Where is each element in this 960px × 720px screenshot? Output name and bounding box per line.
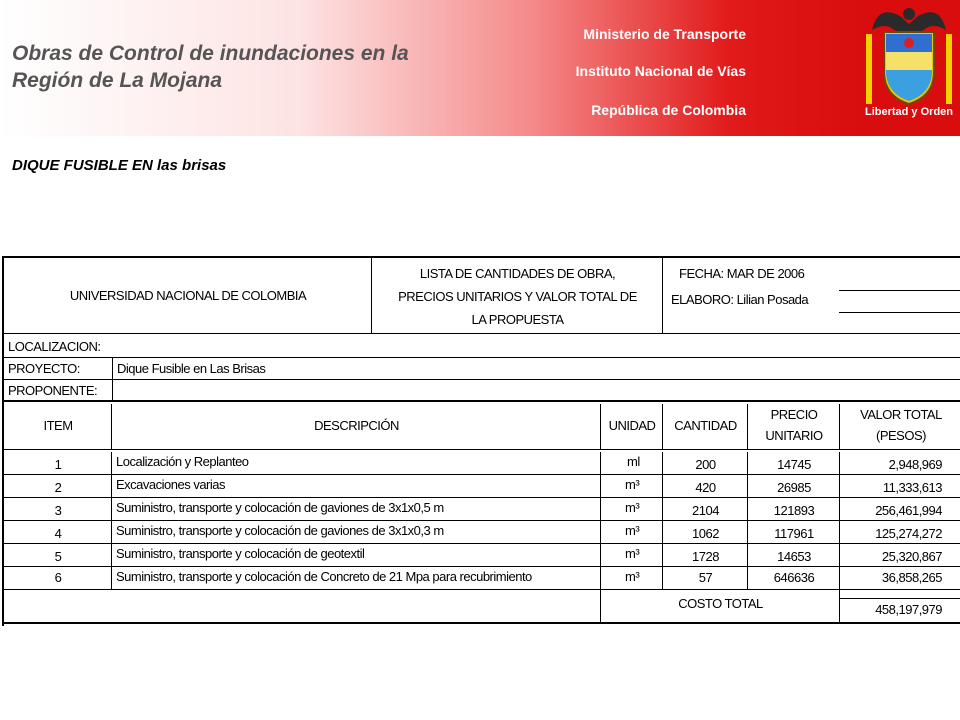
table-row-item (4, 544, 112, 567)
list-title-line-3: LA PROPUESTA (471, 312, 564, 327)
row-valor: 36,858,265 (881, 570, 942, 585)
header-banner (0, 0, 858, 136)
table-row-cantidad (663, 475, 748, 498)
row-unidad: m³ (625, 546, 640, 561)
col-precio (748, 404, 840, 450)
list-title-line-2: PRECIOS UNITARIOS Y VALOR TOTAL DE (398, 289, 637, 304)
total-blank-cell (4, 590, 601, 624)
table-row-descripcion (112, 544, 601, 567)
table-row-valor (840, 452, 960, 475)
row-item: 6 (54, 570, 62, 585)
proponente-label: PROPONENTE: (8, 383, 98, 398)
proyecto-divider (112, 358, 113, 380)
row-precio: 26985 (777, 480, 811, 495)
table-row-precio (748, 475, 840, 498)
title-line-1: Obras de Control de inundaciones en la (12, 42, 409, 65)
table-row-item (4, 498, 112, 521)
table-row-item (4, 475, 112, 498)
col-cantidad-label: CANTIDAD (674, 418, 737, 433)
table-row-precio (748, 498, 840, 521)
row-item: 4 (54, 526, 62, 541)
crest-motto: Libertad y Orden (864, 106, 954, 118)
row-descripcion: Suministro, transporte y colocación de geotextil (116, 546, 365, 561)
table-row-descripcion (112, 498, 601, 521)
date-cell (663, 258, 960, 334)
row-item: 5 (54, 549, 62, 564)
row-cantidad: 420 (695, 480, 716, 495)
row-unidad: m³ (625, 500, 640, 515)
table-row-cantidad (663, 544, 748, 567)
table-row-descripcion (112, 567, 601, 590)
proponente-divider (112, 380, 113, 402)
total-label-cell (601, 590, 840, 624)
row-precio: 14745 (777, 457, 811, 472)
col-cantidad (663, 404, 748, 450)
crest-panel (858, 0, 960, 136)
col-valor (840, 404, 960, 450)
col-valor-line-2: (PESOS) (876, 428, 926, 443)
table-row-item (4, 452, 112, 475)
row-valor: 25,320,867 (881, 549, 942, 564)
row-descripcion: Localización y Replanteo (116, 454, 249, 469)
proyecto-label: PROYECTO: (8, 361, 80, 376)
table-row-precio (748, 544, 840, 567)
title-line-2: Región de La Mojana (12, 69, 223, 92)
university-label: UNIVERSIDAD NACIONAL DE COLOMBIA (69, 288, 307, 303)
col-precio-line-2: UNITARIO (765, 428, 823, 443)
col-descripcion-label: DESCRIPCIÓN (314, 418, 399, 433)
row-unidad: m³ (625, 523, 640, 538)
table-row-unidad (601, 498, 663, 521)
table-row-valor (840, 521, 960, 544)
row-item: 3 (54, 503, 62, 518)
total-value: 458,197,979 (875, 602, 942, 617)
row-descripcion: Suministro, transporte y colocación de Concreto de 21 Mpa para recubrimiento (116, 569, 532, 584)
table-row-unidad (601, 567, 663, 590)
row-valor: 125,274,272 (875, 526, 942, 541)
row-item: 2 (54, 480, 62, 495)
table-row-unidad (601, 544, 663, 567)
fecha-label: FECHA: MAR DE 2006 (679, 266, 805, 281)
date-line-2 (839, 312, 960, 313)
total-label: COSTO TOTAL (678, 596, 763, 611)
republic-label: República de Colombia (591, 102, 746, 118)
total-top-line (840, 598, 960, 599)
row-descripcion: Suministro, transporte y colocación de gaviones de 3x1x0,3 m (116, 523, 444, 538)
col-unidad-label: UNIDAD (608, 418, 656, 433)
total-value-cell (840, 590, 960, 624)
table-row-item (4, 521, 112, 544)
table-row-descripcion (112, 475, 601, 498)
row-descripcion: Excavaciones varias (116, 477, 225, 492)
col-precio-line-1: PRECIO (770, 407, 818, 422)
section-subtitle: DIQUE FUSIBLE EN las brisas (12, 157, 227, 174)
row-precio: 14653 (777, 549, 811, 564)
row-precio: 121893 (773, 503, 815, 518)
col-unidad (601, 404, 663, 450)
localizacion-label: LOCALIZACION: (8, 339, 101, 354)
localizacion-row (4, 336, 960, 358)
table-row-precio (748, 567, 840, 590)
row-cantidad: 2104 (692, 503, 719, 518)
row-item: 1 (54, 457, 62, 472)
table-row-valor (840, 475, 960, 498)
row-valor: 2,948,969 (888, 457, 942, 472)
row-cantidad: 1728 (692, 549, 719, 564)
col-item (4, 404, 112, 450)
elaboro-label: ELABORO: Lilian Posada (671, 292, 809, 307)
row-valor: 256,461,994 (875, 503, 942, 518)
table-row-valor (840, 544, 960, 567)
table-row-valor (840, 567, 960, 590)
proyecto-value: Dique Fusible en Las Brisas (117, 361, 266, 376)
table-row-precio (748, 452, 840, 475)
table-row-unidad (601, 452, 663, 475)
row-unidad: ml (627, 454, 640, 469)
institute-label: Instituto Nacional de Vías (575, 63, 746, 79)
row-valor: 11,333,613 (882, 480, 942, 495)
date-line-1 (839, 290, 960, 291)
table-row-cantidad (663, 521, 748, 544)
quantities-sheet (2, 256, 960, 626)
table-row-descripcion (112, 452, 601, 475)
row-descripcion: Suministro, transporte y colocación de gaviones de 3x1x0,5 m (116, 500, 444, 515)
list-title-cell (372, 258, 663, 334)
proyecto-row (4, 358, 960, 380)
table-row-valor (840, 498, 960, 521)
row-cantidad: 1062 (692, 526, 719, 541)
row-cantidad: 57 (698, 570, 713, 585)
col-descripcion (112, 404, 601, 450)
table-row-unidad (601, 475, 663, 498)
row-cantidad: 200 (695, 457, 716, 472)
proponente-row (4, 380, 960, 402)
ministry-label: Ministerio de Transporte (583, 26, 746, 42)
table-row-precio (748, 521, 840, 544)
row-precio: 117961 (774, 526, 814, 541)
col-valor-line-1: VALOR TOTAL (860, 407, 942, 422)
table-row-item (4, 567, 112, 590)
table-row-cantidad (663, 498, 748, 521)
table-row-cantidad (663, 452, 748, 475)
row-precio: 646636 (773, 570, 815, 585)
row-unidad: m³ (625, 569, 640, 584)
table-row-cantidad (663, 567, 748, 590)
col-item-label: ITEM (43, 418, 73, 433)
university-cell (4, 258, 372, 334)
row-unidad: m³ (625, 477, 640, 492)
table-row-unidad (601, 521, 663, 544)
table-row-descripcion (112, 521, 601, 544)
list-title-line-1: LISTA DE CANTIDADES DE OBRA, (419, 266, 616, 281)
